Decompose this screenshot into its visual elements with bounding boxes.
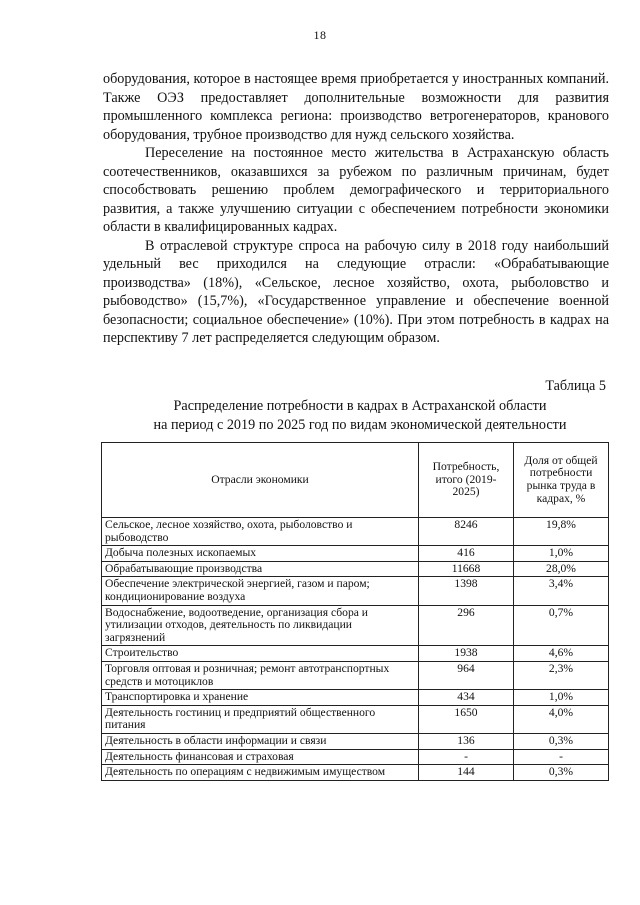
row-share: 3,4% <box>514 577 609 605</box>
row-sector: Добыча полезных ископаемых <box>102 546 419 562</box>
table-row <box>102 661 609 689</box>
row-sector: Строительство <box>102 646 419 662</box>
row-share: 0,3% <box>514 765 609 781</box>
demand-table <box>101 442 609 781</box>
table-row <box>102 749 609 765</box>
row-demand: 434 <box>419 690 514 706</box>
row-share: 19,8% <box>514 518 609 546</box>
paragraph-1: оборудования, которое в настоящее время приобретается у иностранных компаний. Также ОЭЗ предоставляет дополнительные возможности для развития промышленного комплекса региона: производство ветрогенераторов, кранового оборудования, трубное производство для нужд сельского хозяйства. <box>103 71 609 143</box>
row-sector: Транспортировка и хранение <box>102 690 419 706</box>
table-row <box>102 646 609 662</box>
row-share: 28,0% <box>514 561 609 577</box>
table-row <box>102 733 609 749</box>
row-sector: Деятельность в области информации и связи <box>102 733 419 749</box>
row-sector: Сельское, лесное хозяйство, охота, рыболовство и рыбоводство <box>102 518 419 546</box>
row-demand: 144 <box>419 765 514 781</box>
row-share: 4,6% <box>514 646 609 662</box>
body-text <box>103 70 609 348</box>
row-share: 0,3% <box>514 733 609 749</box>
header-demand: Потребность, итого (2019-2025) <box>419 443 514 518</box>
row-demand: 1398 <box>419 577 514 605</box>
table-title-line-2: на период с 2019 по 2025 год по видам экономической деятельности <box>153 417 567 433</box>
table-title-line-1: Распределение потребности в кадрах в Астраханской области <box>173 398 547 414</box>
table-row <box>102 518 609 546</box>
row-demand: 416 <box>419 546 514 562</box>
row-share: 1,0% <box>514 546 609 562</box>
table-row <box>102 765 609 781</box>
row-sector: Торговля оптовая и розничная; ремонт автотранспортных средств и мотоциклов <box>102 661 419 689</box>
table-label: Таблица 5 <box>545 378 606 394</box>
paragraph-3: В отраслевой структуре спроса на рабочую силу в 2018 году наибольший удельный вес приходился на следующие отрасли: «Обрабатывающие производства» (18%), «Сельское, лесное хозяйство, охота, рыболовство и рыбоводство» (15,7%), «Государственное управление и обеспечение военной безопасности; социальное обеспечение» (10%). При этом потребность в кадрах на перспективу 7 лет распределяется следующим образом. <box>103 237 609 346</box>
row-demand: 964 <box>419 661 514 689</box>
row-demand: 8246 <box>419 518 514 546</box>
row-demand: 1650 <box>419 705 514 733</box>
header-sector: Отрасли экономики <box>102 443 419 518</box>
table-header-row <box>102 443 609 518</box>
row-share: 0,7% <box>514 605 609 646</box>
table-row <box>102 577 609 605</box>
row-share: 4,0% <box>514 705 609 733</box>
paragraph-2: Переселение на постоянное место жительства в Астраханскую область соотечественников, оказавшихся за рубежом по различным причинам, будет способствовать решению проблем демографического и территориального развития, а также улучшению ситуации с обеспечением потребности экономики области в квалифицированных кадрах. <box>103 145 609 235</box>
row-sector: Деятельность по операциям с недвижимым имуществом <box>102 765 419 781</box>
table-row <box>102 561 609 577</box>
row-demand: 11668 <box>419 561 514 577</box>
table-row <box>102 705 609 733</box>
row-sector: Обеспечение электрической энергией, газом и паром; кондиционирование воздуха <box>102 577 419 605</box>
row-demand: - <box>419 749 514 765</box>
row-sector: Деятельность финансовая и страховая <box>102 749 419 765</box>
row-sector: Обрабатывающие производства <box>102 561 419 577</box>
row-share: - <box>514 749 609 765</box>
row-demand: 296 <box>419 605 514 646</box>
row-sector: Деятельность гостиниц и предприятий общественного питания <box>102 705 419 733</box>
header-share: Доля от общей потребности рынка труда в кадрах, % <box>514 443 609 518</box>
page-number: 18 <box>313 28 327 42</box>
table-row <box>102 605 609 646</box>
table-row <box>102 546 609 562</box>
row-demand: 136 <box>419 733 514 749</box>
table-row <box>102 690 609 706</box>
row-share: 2,3% <box>514 661 609 689</box>
row-demand: 1938 <box>419 646 514 662</box>
row-share: 1,0% <box>514 690 609 706</box>
table-title <box>100 397 620 435</box>
row-sector: Водоснабжение, водоотведение, организация сбора и утилизации отходов, деятельность по ликвидации загрязнений <box>102 605 419 646</box>
